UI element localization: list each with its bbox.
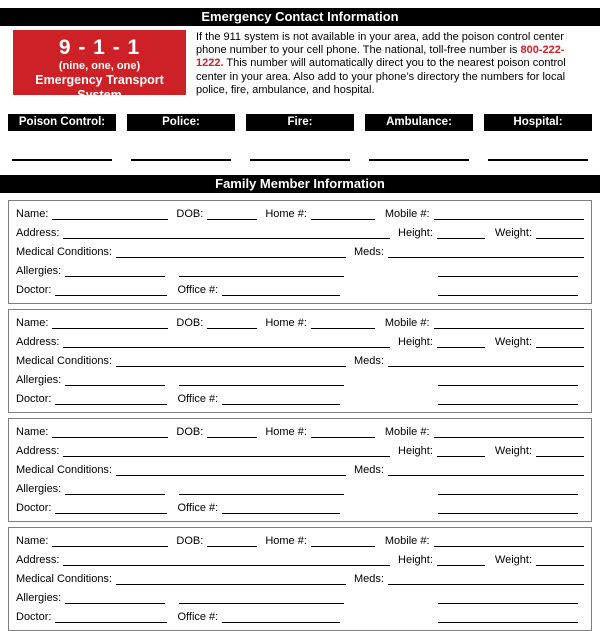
meds-continuation-line-2 bbox=[438, 404, 578, 405]
meds-continuation-line-1 bbox=[438, 494, 578, 495]
height-line bbox=[437, 238, 485, 239]
police-writein-line bbox=[131, 159, 230, 161]
meds-line bbox=[388, 584, 584, 585]
doctor-line bbox=[55, 295, 167, 296]
allergies-label: Allergies: bbox=[16, 265, 62, 278]
height-label: Height: bbox=[398, 336, 433, 349]
allergies-row bbox=[16, 371, 584, 390]
address-row bbox=[16, 224, 584, 243]
office-phone-label: Office #: bbox=[177, 502, 219, 515]
allergies-label: Allergies: bbox=[16, 483, 62, 496]
meds-label: Meds: bbox=[354, 246, 384, 259]
medical-conditions-label: Medical Conditions: bbox=[16, 246, 112, 259]
dob-label: DOB: bbox=[176, 317, 204, 330]
office-phone-line bbox=[222, 295, 340, 296]
family-member-header-label: Family Member Information bbox=[215, 176, 385, 192]
emergency-contact-header bbox=[0, 8, 600, 26]
doctor-label: Doctor: bbox=[16, 502, 52, 515]
medical-conditions-line bbox=[116, 257, 346, 258]
poison-control-phone-number: 800-222-1222. bbox=[196, 44, 565, 70]
address-line bbox=[63, 565, 390, 566]
fire-label-bar: Fire: bbox=[246, 114, 354, 131]
nine-one-one-words: (nine, one, one) bbox=[58, 60, 141, 72]
police-label-bar: Police: bbox=[127, 114, 235, 131]
medical-conditions-row bbox=[16, 461, 584, 480]
doctor-label: Doctor: bbox=[16, 611, 52, 624]
home-phone-label: Home #: bbox=[265, 535, 307, 548]
instructions-text-2: This number will automatically direct you to the nearest poison control center in your area. Also add to your phone’s directory the numbers for local police, fire, ambulance, and hospital. bbox=[196, 57, 566, 96]
meds-label: Meds: bbox=[354, 573, 384, 586]
meds-continuation-line-1 bbox=[438, 276, 578, 277]
home-phone-label: Home #: bbox=[265, 426, 307, 439]
doctor-row bbox=[16, 499, 584, 518]
doctor-line bbox=[55, 404, 167, 405]
office-phone-label: Office #: bbox=[177, 284, 219, 297]
meds-label: Meds: bbox=[354, 464, 384, 477]
poison-control-writein-line bbox=[12, 159, 111, 161]
weight-label: Weight: bbox=[494, 554, 532, 567]
fire-writein-cell bbox=[246, 159, 354, 161]
name-label: Name: bbox=[16, 317, 49, 330]
contact-writein-row bbox=[8, 159, 592, 161]
medical-conditions-line bbox=[116, 584, 346, 585]
mobile-phone-line bbox=[434, 437, 584, 438]
dob-label: DOB: bbox=[176, 208, 204, 221]
office-phone-line bbox=[222, 513, 340, 514]
family-member-box bbox=[8, 527, 592, 631]
family-member-header bbox=[0, 175, 600, 193]
address-label: Address: bbox=[16, 554, 60, 567]
hospital-writein-cell bbox=[484, 159, 592, 161]
nine-one-one-number: 9 - 1 - 1 bbox=[58, 36, 141, 59]
address-line bbox=[63, 456, 390, 457]
mobile-phone-line bbox=[434, 328, 584, 329]
allergies-continuation-line bbox=[179, 276, 344, 277]
allergies-row bbox=[16, 262, 584, 281]
doctor-row bbox=[16, 390, 584, 409]
doctor-label: Doctor: bbox=[16, 284, 52, 297]
nine-one-one-box bbox=[13, 30, 186, 102]
address-row bbox=[16, 442, 584, 461]
name-line bbox=[52, 437, 168, 438]
family-member-box bbox=[8, 309, 592, 413]
meds-continuation-line-2 bbox=[438, 513, 578, 514]
family-member-boxes bbox=[8, 200, 592, 631]
weight-line bbox=[536, 238, 584, 239]
emergency-contact-header-label: Emergency Contact Information bbox=[201, 9, 399, 24]
ambulance-label-bar: Ambulance: bbox=[365, 114, 473, 131]
poison-control-instructions bbox=[196, 31, 590, 97]
allergies-row bbox=[16, 589, 584, 608]
address-label: Address: bbox=[16, 336, 60, 349]
meds-continuation-line-1 bbox=[438, 385, 578, 386]
height-line bbox=[437, 565, 485, 566]
medical-conditions-row bbox=[16, 570, 584, 589]
medical-conditions-line bbox=[116, 475, 346, 476]
allergies-continuation-line bbox=[179, 494, 344, 495]
name-line bbox=[52, 546, 168, 547]
medical-conditions-label: Medical Conditions: bbox=[16, 355, 112, 368]
meds-line bbox=[388, 257, 584, 258]
name-row bbox=[16, 423, 584, 442]
address-line bbox=[63, 347, 390, 348]
hospital-writein-line bbox=[488, 159, 587, 161]
dob-label: DOB: bbox=[176, 535, 204, 548]
poison-control-label-bar: Poison Control: bbox=[8, 114, 116, 131]
allergies-continuation-line bbox=[179, 385, 344, 386]
mobile-phone-line bbox=[434, 546, 584, 547]
home-phone-line bbox=[311, 219, 375, 220]
meds-label: Meds: bbox=[354, 355, 384, 368]
dob-label: DOB: bbox=[176, 426, 204, 439]
name-line bbox=[52, 219, 168, 220]
address-label: Address: bbox=[16, 445, 60, 458]
allergies-line bbox=[65, 276, 165, 277]
weight-label: Weight: bbox=[494, 227, 532, 240]
mobile-phone-label: Mobile #: bbox=[384, 426, 430, 439]
name-label: Name: bbox=[16, 426, 49, 439]
home-phone-line bbox=[311, 328, 375, 329]
meds-continuation-line-2 bbox=[438, 295, 578, 296]
address-line bbox=[63, 238, 390, 239]
meds-line bbox=[388, 366, 584, 367]
name-row bbox=[16, 314, 584, 333]
family-member-box bbox=[8, 418, 592, 522]
allergies-line bbox=[65, 494, 165, 495]
home-phone-label: Home #: bbox=[265, 317, 307, 330]
doctor-row bbox=[16, 281, 584, 300]
name-label: Name: bbox=[16, 535, 49, 548]
name-line bbox=[52, 328, 168, 329]
hospital-label-bar: Hospital: bbox=[484, 114, 592, 131]
weight-line bbox=[536, 565, 584, 566]
dob-line bbox=[207, 546, 257, 547]
dob-line bbox=[207, 219, 257, 220]
medical-conditions-label: Medical Conditions: bbox=[16, 573, 112, 586]
height-label: Height: bbox=[398, 554, 433, 567]
family-member-box bbox=[8, 200, 592, 304]
fire-writein-line bbox=[250, 159, 349, 161]
medical-conditions-line bbox=[116, 366, 346, 367]
meds-continuation-line-1 bbox=[438, 603, 578, 604]
doctor-line bbox=[55, 513, 167, 514]
address-row bbox=[16, 333, 584, 352]
height-line bbox=[437, 456, 485, 457]
weight-line bbox=[536, 347, 584, 348]
emergency-info-section bbox=[13, 30, 590, 102]
mobile-phone-label: Mobile #: bbox=[384, 208, 430, 221]
weight-label: Weight: bbox=[494, 445, 532, 458]
contact-label-row bbox=[8, 114, 592, 131]
ambulance-writein-line bbox=[369, 159, 468, 161]
medical-conditions-row bbox=[16, 243, 584, 262]
address-label: Address: bbox=[16, 227, 60, 240]
office-phone-line bbox=[222, 404, 340, 405]
dob-line bbox=[207, 437, 257, 438]
height-label: Height: bbox=[398, 227, 433, 240]
name-row bbox=[16, 205, 584, 224]
height-line bbox=[437, 347, 485, 348]
meds-line bbox=[388, 475, 584, 476]
office-phone-label: Office #: bbox=[177, 611, 219, 624]
allergies-row bbox=[16, 480, 584, 499]
medical-conditions-row bbox=[16, 352, 584, 371]
home-phone-label: Home #: bbox=[265, 208, 307, 221]
dob-line bbox=[207, 328, 257, 329]
address-row bbox=[16, 551, 584, 570]
mobile-phone-label: Mobile #: bbox=[384, 535, 430, 548]
home-phone-line bbox=[311, 546, 375, 547]
police-writein-cell bbox=[127, 159, 235, 161]
name-label: Name: bbox=[16, 208, 49, 221]
allergies-label: Allergies: bbox=[16, 374, 62, 387]
home-phone-line bbox=[311, 437, 375, 438]
allergies-continuation-line bbox=[179, 603, 344, 604]
medical-conditions-label: Medical Conditions: bbox=[16, 464, 112, 477]
allergies-line bbox=[65, 603, 165, 604]
mobile-phone-label: Mobile #: bbox=[384, 317, 430, 330]
instructions-text-1: If the 911 system is not available in your area, add the poison control center phone number to your cell phone. The national, toll-free number is bbox=[196, 31, 564, 57]
ambulance-writein-cell bbox=[365, 159, 473, 161]
height-label: Height: bbox=[398, 445, 433, 458]
mobile-phone-line bbox=[434, 219, 584, 220]
weight-label: Weight: bbox=[494, 336, 532, 349]
doctor-row bbox=[16, 608, 584, 627]
weight-line bbox=[536, 456, 584, 457]
allergies-line bbox=[65, 385, 165, 386]
name-row bbox=[16, 532, 584, 551]
poison-control-writein-cell bbox=[8, 159, 116, 161]
emergency-transport-system-label: Emergency Transport System bbox=[35, 73, 164, 102]
allergies-label: Allergies: bbox=[16, 592, 62, 605]
office-phone-label: Office #: bbox=[177, 393, 219, 406]
doctor-label: Doctor: bbox=[16, 393, 52, 406]
